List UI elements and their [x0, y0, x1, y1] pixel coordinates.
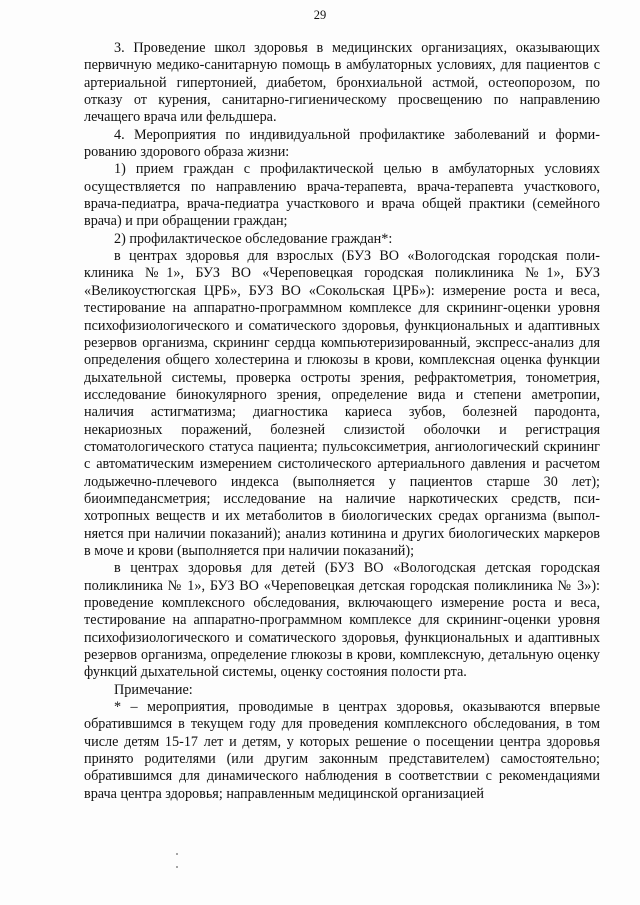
paragraph-adult-health-centers: в центрах здоровья для взрослых (БУЗ ВО «Вологодская городская поликлиника №1», БУЗ ВО «Череповецкая городская поликлиника №1», БУЗ «Великоустюгская ЦРБ», БУЗ ВО «Сокольская ЦРБ»): измерение роста и веса, тестирование на аппаратно-программном комплексе для скрининг-оценки уровня психофизиологического и соматического здоровья, функциональных и адаптивных резервов организма, скрининг сердца компьютеризированный, экспресс-анализ для определения общего холестерина и глюкозы в крови, комплексная оценка функции дыхательной системы, проверка остроты зрения, рефрактометрия, тонометрия, исследование бинокулярного зрения, определение вида и степени аметропии, наличия астигматизма; диагностика кариеса зубов, болезней пародонта, некариозных поражений, болезней слизистой оболочки и регистрация стоматологического статуса пациента; пульсоксиметрия, ангиологический скрининг с автоматическим измерением систолического артериального давления и расчетом лодыжечно-плечевого индекса (выполняется у пациентов старше 30 лет); биоимпедансметрия; исследование на наличие наркотических средств, психотропных веществ и их метаболитов в биологических средах организма (выполняется при наличии показаний); анализ котинина и других биологических маркеров в моче и крови (выполняется при наличии показаний); [84, 248, 600, 559]
paragraph-preventive-examination: 2) профилактическое обследование граждан*: [114, 230, 393, 247]
paragraph-individual-prevention: 4. Мероприятия по индивидуальной профилактике заболеваний и формированию здорового образа жизни: [84, 126, 600, 161]
paragraph-child-health-centers: в центрах здоровья для детей (БУЗ ВО «Вологодская детская городская поликлиника № 1», БУЗ ВО «Череповецкая детская городская поликлиника № 3»): проведение комплексного обследования, включающего измерение роста и веса, тестирование на аппаратно-программном комплексе для скрининг-оценки уровня психофизиологического и соматического здоровья, функциональных и адаптивных резервов организма, определение глюкозы в крови, комплексную, детальную оценку функций дыхательной системы, оценку состояния полости рта. [84, 560, 600, 681]
scan-speck [176, 853, 178, 855]
scan-speck [176, 866, 178, 868]
paragraph-outpatient-reception: 1) прием граждан с профилактической целью в амбулаторных условиях осуществляется по направлению врача-терапевта, врача-терапевта участкового, врача-педиатра, врача-педиатра участкового и врача общей практики (семейного врача) и при обращении граждан; [84, 161, 600, 230]
note-heading: Примечание: [114, 681, 193, 698]
paragraph-health-schools: 3. Проведение школ здоровья в медицинских организациях, оказывающих первичную медико-санитарную помощь в амбулаторных условиях, для пациентов с артериальной гипертонией, диабетом, бронхиальной астмой, остеопорозом, по отказу от курения, санитарно-гигиеническому просвещению по направлению лечащего врача или фельдшера. [84, 40, 600, 126]
note-text: * – мероприятия, проводимые в центрах здоровья, оказываются впервые обратившимся в текущем году для проведения комплексного обследования, в том числе детям 15-17 лет и детям, у которых решение о посещении центра здоровья принято родителями (или другим законным представителем) самостоятельно; обратившимся для динамического наблюдения в соответствии с рекомендациями врача центра здоровья; направленным медицинской организацией [84, 699, 600, 802]
page-number: 29 [313, 8, 327, 22]
document-body [84, 40, 600, 803]
